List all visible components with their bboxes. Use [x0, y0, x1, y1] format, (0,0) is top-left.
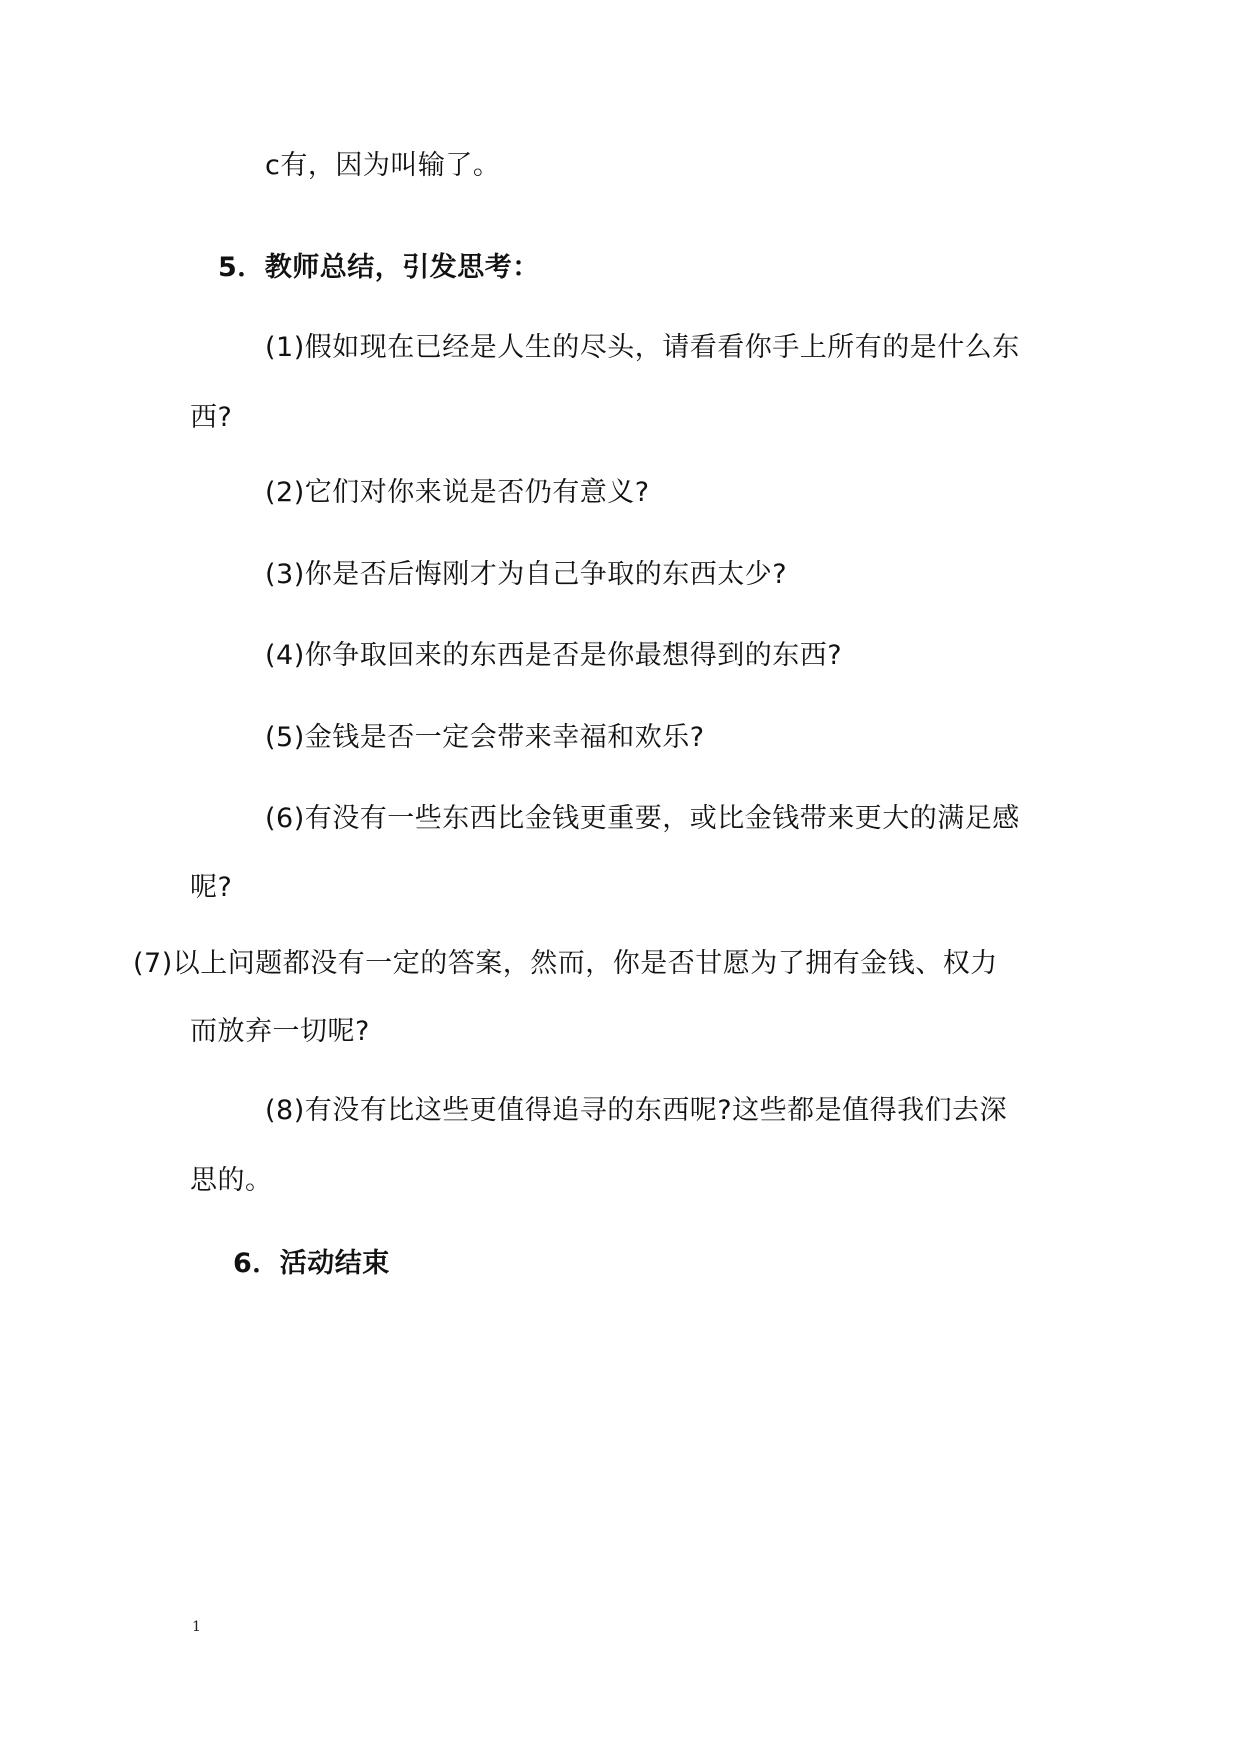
question-8-line-2: 思的。 [190, 1165, 273, 1196]
question-1-line-1: (1)假如现在已经是人生的尽头，请看看你手上所有的是什么东 [265, 332, 1020, 363]
section-5-heading: 5．教师总结，引发思考： [218, 252, 540, 283]
question-8-line-1: (8)有没有比这些更值得追寻的东西呢?这些都是值得我们去深 [265, 1095, 1008, 1126]
question-1-line-2: 西? [190, 402, 233, 433]
question-6-line-2: 呢? [190, 872, 233, 903]
page-number: 1 [192, 1619, 201, 1635]
question-7-line-2: 而放弃一切呢? [190, 1016, 370, 1047]
question-2: (2)它们对你来说是否仍有意义? [265, 477, 650, 508]
question-5: (5)金钱是否一定会带来幸福和欢乐? [265, 722, 705, 753]
section-6-heading: 6．活动结束 [233, 1248, 390, 1279]
answer-c-line: c有，因为叫输了。 [265, 150, 501, 181]
question-7-line-1: (7)以上问题都没有一定的答案，然而，你是否甘愿为了拥有金钱、权力 [133, 948, 998, 979]
question-6-line-1: (6)有没有一些东西比金钱更重要，或比金钱带来更大的满足感 [265, 803, 1020, 834]
question-3: (3)你是否后悔刚才为自己争取的东西太少? [265, 559, 788, 590]
question-4: (4)你争取回来的东西是否是你最想得到的东西? [265, 640, 843, 671]
